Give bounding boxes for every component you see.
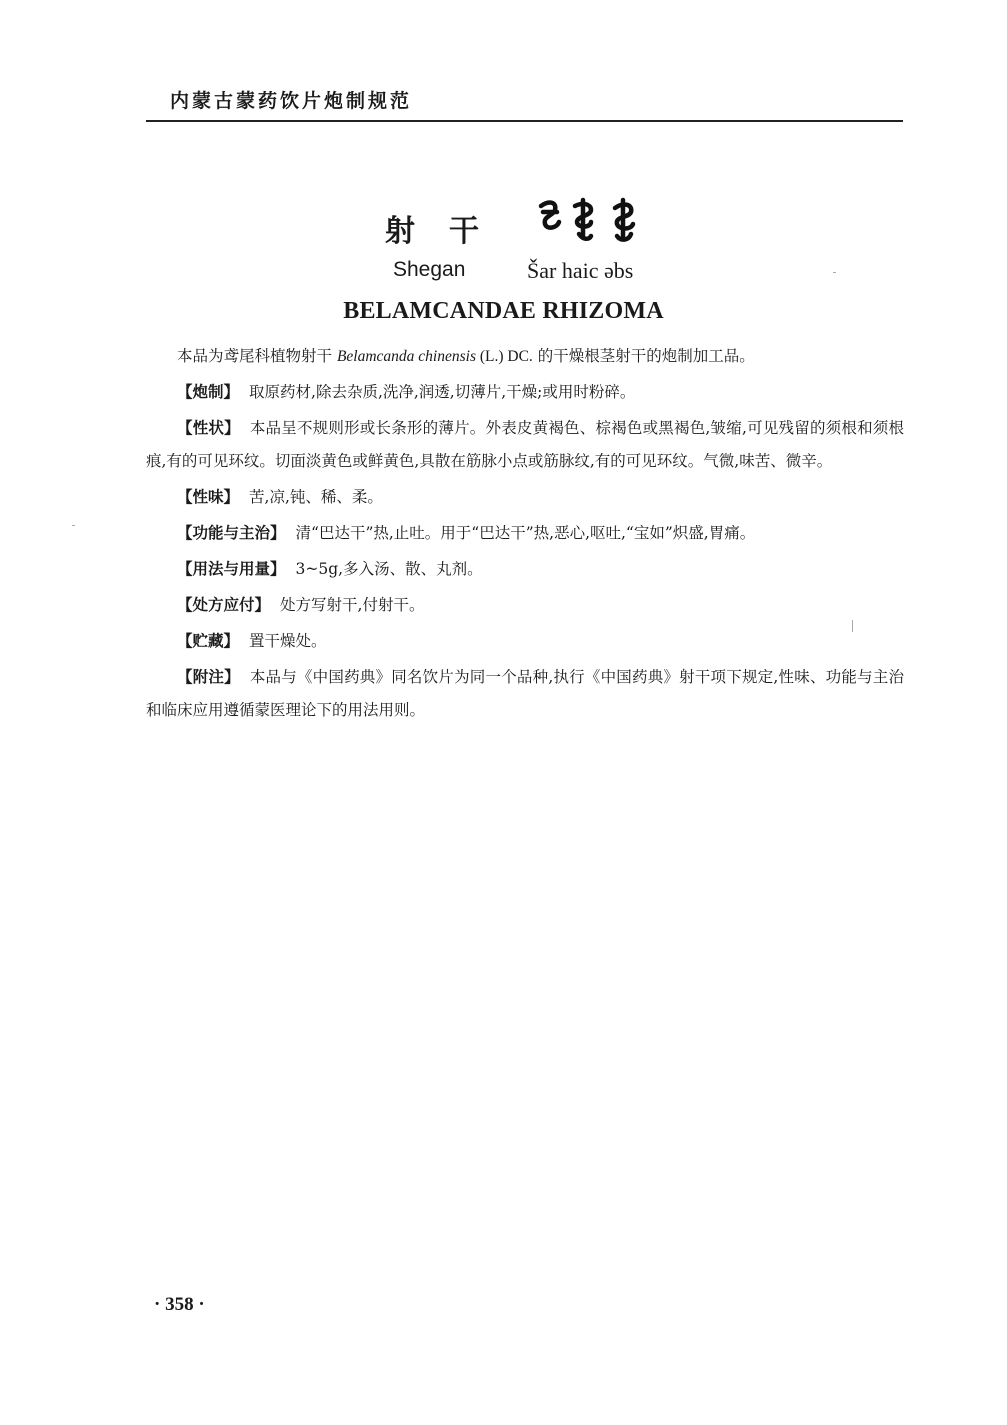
section-label: 【附注】: [177, 668, 240, 686]
section-label: 【性味】: [177, 488, 240, 506]
page-number: · 358 ·: [154, 1294, 205, 1315]
section-text: 取原药材,除去杂质,洗净,润透,切薄片,干燥;或用时粉碎。: [249, 383, 636, 401]
section-label: 【用法与用量】: [177, 560, 286, 578]
species-authority: (L.) DC.: [475, 348, 533, 365]
intro-before: 本品为鸢尾科植物射干: [177, 347, 337, 365]
entry-title-chinese: 射干: [385, 214, 513, 249]
monograph-body: [146, 340, 904, 730]
section-text: 本品呈不规则形或长条形的薄片。外表皮黄褐色、棕褐色或黑褐色,皱缩,可见残留的须根和须根痕,有的可见环纹。切面淡黄色或鲜黄色,具散在筋脉小点或筋脉纹,有的可见环纹。气微,味苦、微辛。: [146, 419, 904, 470]
section-text: 苦,凉,钝、稀、柔。: [249, 488, 383, 506]
species-name: Belamcanda chinensis: [336, 348, 476, 365]
section-label: 【处方应付】: [177, 596, 271, 614]
intro-paragraph: [146, 340, 904, 373]
scan-speck: [852, 620, 853, 632]
section-text: 置干燥处。: [249, 632, 327, 650]
section-dosage: [146, 553, 904, 586]
section-taste-nature: [146, 481, 904, 514]
mongolian-script-name: [535, 196, 645, 244]
header-divider: [146, 120, 903, 122]
section-processing: [146, 376, 904, 409]
section-label: 【功能与主治】: [177, 524, 286, 542]
section-note: [146, 661, 904, 727]
section-text: 清“巴达干”热,止吐。用于“巴达干”热,恶心,呕吐,“宝如”炽盛,胃痛。: [295, 524, 756, 542]
latin-pharmaceutical-name: BELAMCANDAE RHIZOMA: [343, 298, 664, 324]
section-label: 【炮制】: [177, 383, 240, 401]
section-prescription: [146, 589, 904, 622]
running-header: 内蒙古蒙药饮片炮制规范: [170, 90, 413, 112]
section-label: 【性状】: [177, 419, 240, 437]
scan-speck: [72, 525, 75, 526]
pinyin-name: Shegan: [393, 258, 466, 281]
section-text: 处方写射干,付射干。: [280, 596, 425, 614]
intro-after: 的干燥根茎射干的炮制加工品。: [532, 347, 755, 365]
section-text: 本品与《中国药典》同名饮片为同一个品种,执行《中国药典》射干项下规定,性味、功能与主治和临床应用遵循蒙医理论下的用法用则。: [146, 668, 904, 719]
section-description: [146, 412, 904, 478]
section-function: [146, 517, 904, 550]
section-label: 【贮藏】: [177, 632, 240, 650]
section-text: 3~5g,多入汤、散、丸剂。: [295, 560, 483, 578]
section-storage: [146, 625, 904, 658]
mongolian-transliteration: Šar haic əbs: [527, 258, 634, 283]
scan-speck: [833, 272, 836, 273]
